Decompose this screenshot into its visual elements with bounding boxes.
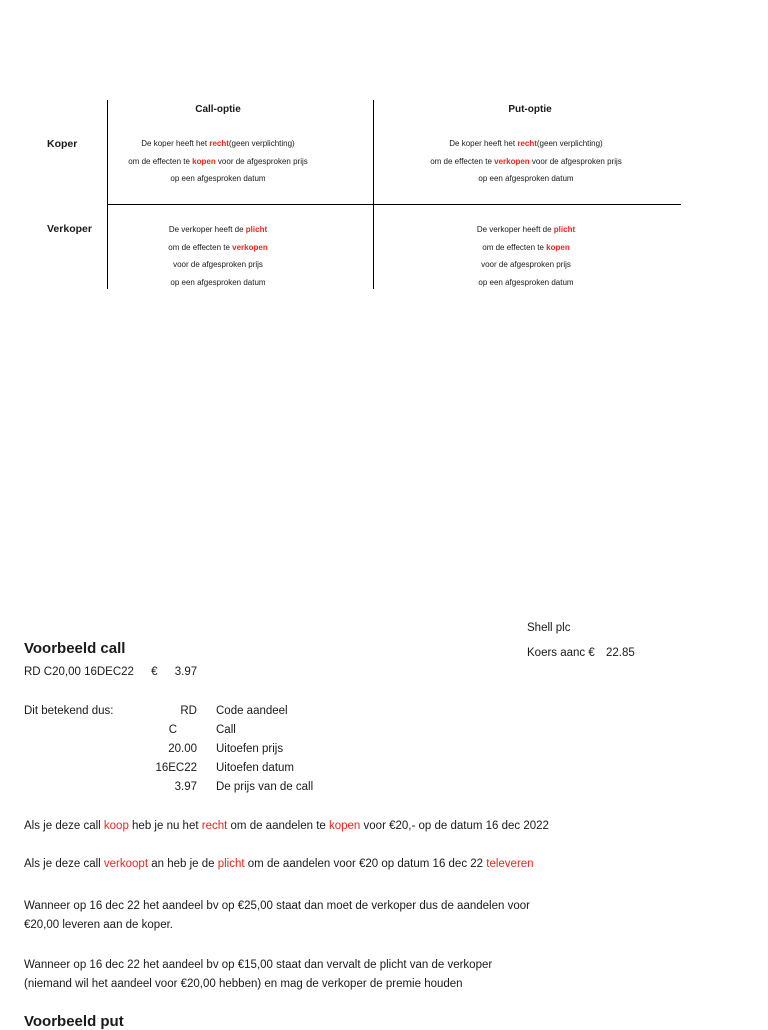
paragraph-buy-call: Als je deze call koop heb je nu het recht om de aandelen te kopen voor €20,- op de datum 16 dec 2022 [24, 820, 549, 832]
option-code-line [24, 666, 197, 678]
meaning-label: Dit betekend dus: [24, 705, 114, 717]
option-code: RD C20,00 16DEC22 [24, 666, 134, 678]
example-put-heading: Voorbeeld put [24, 1013, 124, 1030]
koers-value: 22.85 [605, 647, 635, 659]
paragraph-price-25: Wanneer op 16 dec 22 het aandeel bv op €25,00 staat dan moet de verkoper dus de aandelen voor €20,00 leveren aan de koper. [24, 900, 530, 931]
shell-name: Shell plc [527, 622, 571, 634]
currency-symbol: € [151, 666, 158, 678]
column-header-call: Call-optie [195, 104, 241, 115]
koers-line [527, 647, 635, 659]
example-call-heading: Voorbeeld call [24, 640, 126, 657]
column-header-put: Put-optie [508, 104, 552, 115]
options-table [0, 0, 768, 300]
koers-label: Koers aanc € [527, 647, 595, 659]
option-price: 3.97 [174, 666, 198, 678]
definition-value: 3.97 [174, 781, 197, 793]
table-divider-row [108, 204, 681, 205]
cell-verkoper-put: De verkoper heeft de plicht om de effecten te kopen voor de afgesproken prijs op een afgesproken datum [476, 225, 576, 287]
definition-value: 20.00 [168, 743, 197, 755]
table-divider-middle [373, 100, 374, 289]
definition-label: Code aandeel [216, 705, 288, 717]
definition-label: De prijs van de call [216, 781, 314, 793]
definition-value: 16EC22 [155, 762, 197, 774]
paragraph-price-15: Wanneer op 16 dec 22 het aandeel bv op €15,00 staat dan vervalt de plicht van de verkoper (niemand wil het aandeel voor €20,00 hebben) en mag de verkoper de premie houden [24, 959, 493, 990]
cell-koper-put: De koper heeft het recht(geen verplichting) om de effecten te verkopen voor de afgesproken prijs op een afgesproken datum [430, 139, 622, 183]
row-header-verkoper: Verkoper [47, 223, 92, 235]
definition-label: Call [216, 724, 236, 736]
definition-value: RD [180, 705, 197, 717]
definition-label: Uitoefen datum [216, 762, 294, 774]
definition-value: C [168, 724, 177, 736]
row-header-koper: Koper [47, 138, 78, 150]
cell-koper-call: De koper heeft het recht(geen verplichting) om de effecten te kopen voor de afgesproken prijs op een afgesproken datum [128, 139, 308, 183]
definition-label: Uitoefen prijs [216, 743, 284, 755]
cell-verkoper-call: De verkoper heeft de plicht om de effecten te verkopen voor de afgesproken prijs op een afgesproken datum [168, 225, 268, 287]
paragraph-sell-call: Als je deze call verkoopt an heb je de plicht om de aandelen voor €20 op datum 16 dec 22 televeren [24, 858, 534, 870]
